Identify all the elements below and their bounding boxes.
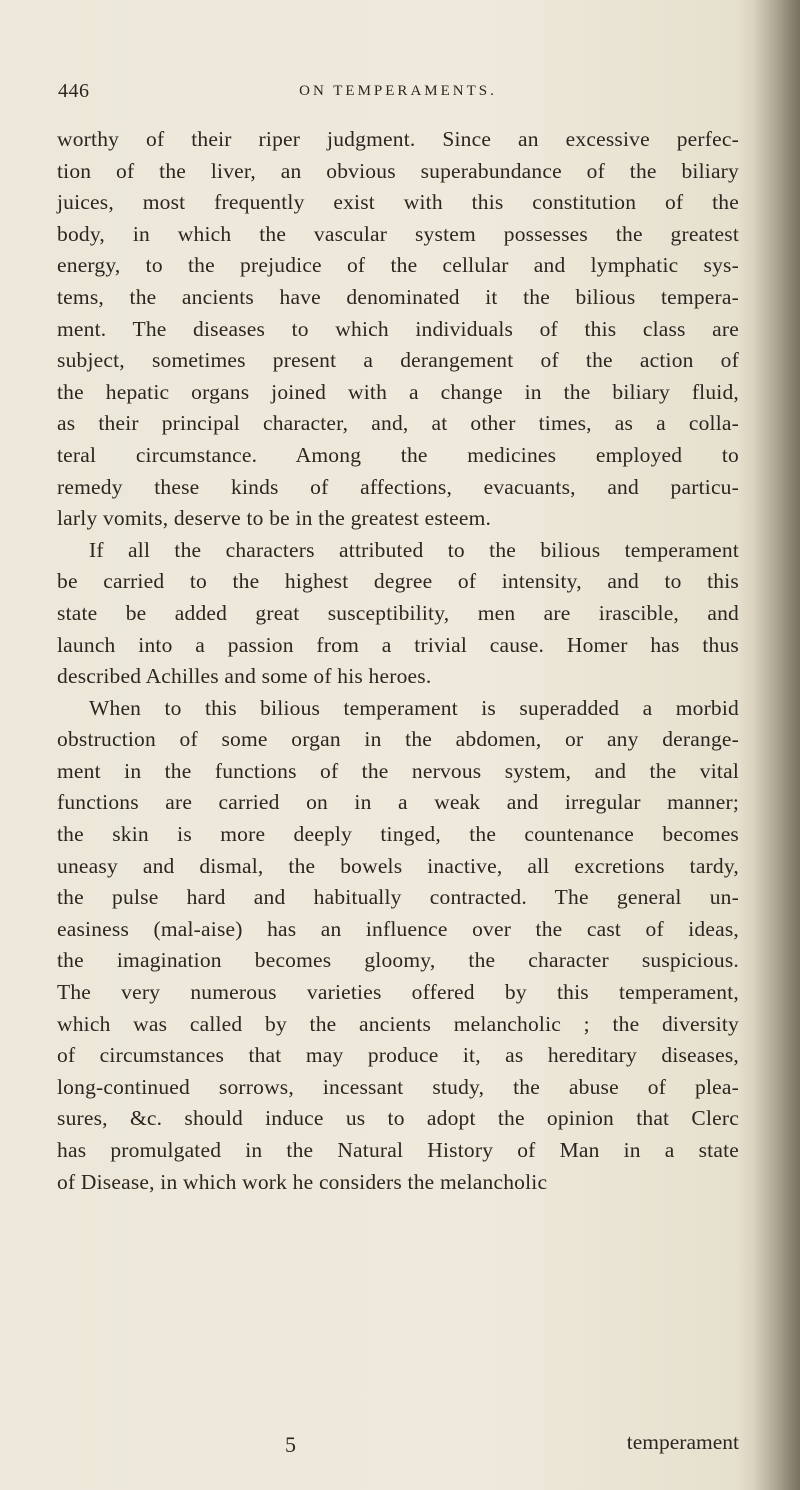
text-line: has promulgated in the Natural History of Man in a state bbox=[57, 1138, 739, 1162]
text-line: the hepatic organs joined with a change in the biliary fluid, bbox=[57, 379, 739, 404]
text-line: easiness (mal-aise) has an influence over the cast of ideas, bbox=[57, 916, 739, 941]
text-line: functions are carried on in a weak and irregular manner; bbox=[57, 790, 739, 815]
text-line: state be added great susceptibility, men are irascible, and bbox=[57, 600, 739, 625]
text-line: tems, the ancients have denominated it the bilious tempera- bbox=[57, 284, 739, 309]
text-line: be carried to the highest degree of intensity, and to this bbox=[57, 569, 739, 594]
text-line: If all the characters attributed to the bilious temperament bbox=[89, 537, 739, 562]
text-line: the pulse hard and habitually contracted. The general un- bbox=[57, 885, 739, 910]
catchword: temperament bbox=[626, 1430, 739, 1454]
text-line: the skin is more deeply tinged, the countenance becomes bbox=[57, 822, 739, 847]
text-line: remedy these kinds of affections, evacuants, and particu- bbox=[57, 474, 739, 499]
text-line: obstruction of some organ in the abdomen, or any derange- bbox=[57, 727, 739, 752]
text-line: ment. The diseases to which individuals of this class are bbox=[57, 316, 739, 341]
running-head: ON TEMPERAMENTS. bbox=[299, 83, 497, 99]
page-footer bbox=[57, 1430, 739, 1468]
text-line: the imagination becomes gloomy, the character suspicious. bbox=[57, 948, 739, 973]
text-line: launch into a passion from a trivial cause. Homer has thus bbox=[57, 632, 739, 657]
text-line: tion of the liver, an obvious superabundance of the biliary bbox=[57, 158, 739, 183]
text-line: uneasy and dismal, the bowels inactive, all excretions tardy, bbox=[57, 853, 739, 878]
text-line: worthy of their riper judgment. Since an excessive perfec- bbox=[57, 127, 739, 151]
text-line: subject, sometimes present a derangement of the action of bbox=[57, 348, 739, 373]
page-header bbox=[58, 80, 738, 110]
text-line: of circumstances that may produce it, as hereditary diseases, bbox=[57, 1043, 739, 1068]
page-number: 446 bbox=[58, 80, 90, 102]
text-line: long-continued sorrows, incessant study, the abuse of plea- bbox=[57, 1074, 739, 1099]
body-text bbox=[57, 124, 739, 1198]
signature-mark: 5 bbox=[285, 1432, 296, 1457]
text-line: of Disease, in which work he considers the melancholic bbox=[57, 1169, 548, 1194]
text-line: ment in the functions of the nervous system, and the vital bbox=[57, 758, 739, 783]
binding-shadow bbox=[754, 0, 800, 1490]
text-line: larly vomits, deserve to be in the greatest esteem. bbox=[57, 506, 492, 531]
text-line: sures, &c. should induce us to adopt the opinion that Clerc bbox=[57, 1106, 739, 1131]
text-line: body, in which the vascular system possesses the greatest bbox=[57, 221, 739, 246]
text-line: which was called by the ancients melancholic ; the diversity bbox=[57, 1011, 739, 1036]
text-line: The very numerous varieties offered by this temperament, bbox=[57, 980, 739, 1005]
text-line: juices, most frequently exist with this constitution of the bbox=[57, 190, 739, 215]
text-line: as their principal character, and, at other times, as a colla- bbox=[57, 411, 739, 436]
text-line: When to this bilious temperament is superadded a morbid bbox=[89, 695, 739, 720]
text-line: energy, to the prejudice of the cellular and lymphatic sys- bbox=[57, 253, 739, 278]
text-line: described Achilles and some of his heroes. bbox=[57, 664, 432, 689]
text-line: teral circumstance. Among the medicines employed to bbox=[57, 442, 739, 467]
